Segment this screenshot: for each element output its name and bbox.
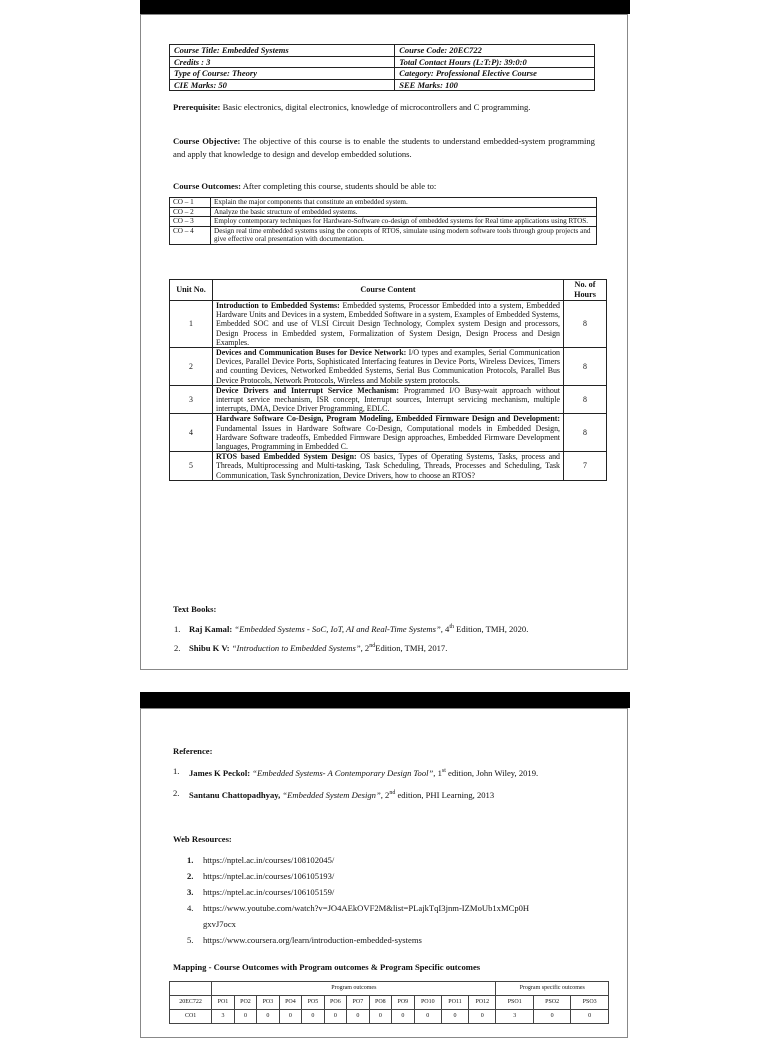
unit-hours: 8 (564, 301, 607, 348)
co-code: CO – 2 (170, 207, 211, 217)
web-resources-section (173, 833, 593, 948)
list-item: 3. https://nptel.ac.in/courses/106105159/ (173, 884, 593, 900)
page-separator-bar (140, 0, 630, 14)
objective-label: Course Objective: (173, 136, 241, 146)
unit-title: Introduction to Embedded Systems: (216, 301, 340, 310)
unit-hours: 8 (564, 414, 607, 452)
unit-hours: 7 (564, 452, 607, 481)
outcomes-heading-rest: After completing this course, students should be able to: (242, 181, 437, 191)
reference-title: “Embedded Systems- A Contemporary Design Tool” (252, 767, 434, 778)
list-item: 1. James K Peckol: “Embedded Systems- A Contemporary Design Tool”, 1st edition, John Wiley, 2019. (173, 766, 539, 778)
mapping-table (169, 981, 609, 1024)
program-specific-outcomes-group: Program specific outcomes (496, 982, 609, 996)
table-row (170, 385, 607, 414)
course-title: Course Title: Embedded Systems (170, 45, 395, 57)
unit-number: 1 (170, 301, 213, 348)
unit-description: Programmed I/O Busy-wait approach without interrupt service mechanism, ISR concept, Interrupt sources, Interrupt servicing mechanism, multiple interrupts, DMA, Device Driver Programming, EDLC. (216, 385, 560, 414)
textbooks-heading: Text Books: (173, 604, 217, 614)
hours-header: No. of Hours (564, 280, 607, 301)
book-author: Raj Kamal: (189, 623, 233, 634)
unit-content (213, 385, 564, 414)
co-text: Explain the major components that constitute an embedded system. (211, 198, 597, 208)
reference-heading: Reference: (173, 746, 213, 756)
course-credits: Credits : 3 (170, 56, 395, 68)
list-item: 1. https://nptel.ac.in/courses/108102045/ (173, 852, 593, 868)
reference-author: Santanu Chattopadhyay, (189, 789, 281, 800)
unit-description: Embedded systems, Processor Embedded into a system, Embedded Hardware Units and Devices in a system, Embedded Software in a system, Examples of Embedded Systems, Embedded SOC and use of VLSI Circuit Design Technology, Complex system Design and processors, Design Process in Embedded system, Formalization of System Design, Design Process and Design Examples. (216, 301, 560, 347)
prerequisite-paragraph (173, 101, 595, 114)
co-text: Analyze the basic structure of embedded systems. (211, 207, 597, 217)
table-row (170, 452, 607, 481)
co-text: Employ contemporary techniques for Hardware-Software co-design of embedded systems for Real time applications using RTOS. (211, 217, 597, 227)
table-row (170, 982, 609, 996)
reference-section (173, 745, 613, 803)
book-title: “Introduction to Embedded Systems” (231, 642, 361, 653)
co-text: Design real time embedded systems using the concepts of RTOS, simulate using modern software tools through group projects and give effective oral presentation with documentation. (211, 226, 597, 244)
course-header-table (169, 44, 595, 91)
unit-title: Device Drivers and Interrupt Service Mechanism: (216, 385, 399, 395)
unit-title: Devices and Communication Buses for Device Network: (216, 348, 407, 358)
resource-link[interactable]: https://nptel.ac.in/courses/108102045/ (203, 855, 335, 865)
syllabus-page-1 (140, 14, 628, 670)
table-header-row (170, 280, 607, 301)
book-author: Shibu K V: (189, 642, 230, 653)
table-row (170, 414, 607, 452)
program-outcomes-group: Program outcomes (212, 982, 496, 996)
course-content-header: Course Content (213, 280, 564, 301)
contact-hours: Total Contact Hours (L:T:P): 39:0:0 (395, 56, 595, 68)
list-item: 2. https://nptel.ac.in/courses/106105193/ (173, 868, 593, 884)
table-row: CO1 3 0 0 0 0 0 0 0 0 0 0 0 3 0 0 (170, 1010, 609, 1024)
see-marks: SEE Marks: 100 (395, 79, 595, 91)
unit-content (213, 348, 564, 386)
table-row (170, 226, 597, 244)
unit-number: 2 (170, 348, 213, 386)
resource-link[interactable]: https://nptel.ac.in/courses/106105193/ (203, 871, 335, 881)
unit-description: I/O types and examples, Serial Communication Devices, Parallel Device Ports, Sophisticated Interfacing features in Device Ports, Wireless Devices, Timers and counting Devices, Networked Embedded Systems, Serial Bus Communication Protocols, Parallel Bus Device Protocols, Network Protocols, Wireless and Mobile system protocols. (216, 348, 561, 385)
objective-text: The objective of this course is to enable the students to understand embedded-system programming and apply that knowledge to design and develop embedded solutions. (173, 136, 595, 159)
prerequisite-label: Prerequisite: (173, 102, 221, 112)
unit-number: 3 (170, 385, 213, 414)
course-type: Type of Course: Theory (170, 68, 395, 80)
list-item: 5. https://www.coursera.org/learn/introduction-embedded-systems (173, 932, 593, 948)
unit-number: 5 (170, 452, 213, 481)
unit-description: OS basics, Types of Operating Systems, Tasks, process and Threads, Multiprocessing and Multi-tasking, Task Scheduling, Threads, Processes and Scheduling, Task Communication, Task Synchronization, Device Drivers, how to choose an RTOS? (216, 452, 560, 480)
mapping-heading: Mapping - Course Outcomes with Program outcomes & Program Specific outcomes (173, 962, 481, 972)
co-code: CO – 1 (170, 198, 211, 208)
unit-title: RTOS based Embedded System Design: (216, 452, 357, 462)
reference-author: James K Peckol: (189, 767, 251, 778)
unit-content (213, 452, 564, 481)
table-row (170, 217, 597, 227)
unit-hours: 8 (564, 348, 607, 386)
unit-title: Hardware Software Co-Design, Program Modeling, Embedded Firmware Design and Development: (216, 414, 560, 424)
resource-link[interactable]: https://www.youtube.com/watch?v=JO4AEkOVF2M&list=PLajkTqI3jnm-IZMoUb1xMCp0HgxvJ7ocx (203, 903, 530, 929)
prerequisite-text: Basic electronics, digital electronics, knowledge of microcontrollers and C programming. (222, 102, 531, 112)
unit-no-header: Unit No. (170, 280, 213, 301)
book-title: “Embedded Systems - SoC, IoT, AI and Real-Time Systems” (234, 623, 441, 634)
table-row (170, 301, 607, 348)
unit-content (213, 301, 564, 348)
objective-paragraph (173, 135, 595, 161)
table-header-row: 20EC722 PO1 PO2 PO3 PO4 PO5 PO6 PO7 PO8 PO9 PO10 PO11 PO12 PSO1 PSO2 PSO3 (170, 996, 609, 1010)
resource-link[interactable]: https://www.coursera.org/learn/introduction-embedded-systems (203, 935, 422, 945)
course-category: Category: Professional Elective Course (395, 68, 595, 80)
co-code: CO – 4 (170, 226, 211, 244)
cie-marks: CIE Marks: 50 (170, 79, 395, 91)
unit-number: 4 (170, 414, 213, 452)
web-resources-heading: Web Resources: (173, 834, 232, 844)
unit-description: Fundamental Issues in Hardware Software Co-Design, Computational models in Embedded Design, Hardware Software tradeoffs, Embedded Firmware Design approaches, Embedded Firmware Development languages, Programming in Embedded C. (216, 423, 560, 452)
table-row (170, 348, 607, 386)
syllabus-page-2 (140, 708, 628, 1038)
course-code: Course Code: 20EC722 (395, 45, 595, 57)
list-item: 1. Raj Kamal: “Embedded Systems - SoC, IoT, AI and Real-Time Systems”, 4th Edition, TMH, 2020. (174, 623, 529, 634)
table-row (170, 198, 597, 208)
resource-link[interactable]: https://nptel.ac.in/courses/106105159/ (203, 887, 335, 897)
unit-content (213, 414, 564, 452)
textbooks-section (173, 603, 613, 655)
outcomes-heading-bold: Course Outcomes: (173, 181, 242, 191)
list-item: 2. Santanu Chattopadhyay, “Embedded System Design”, 2nd edition, PHI Learning, 2013 (173, 787, 495, 800)
list-item: 2. Shibu K V: “Introduction to Embedded Systems”, 2ndEdition, TMH, 2017. (174, 642, 448, 653)
page-separator-bar (140, 692, 630, 708)
co-code: CO – 3 (170, 217, 211, 227)
list-item: 4. https://www.youtube.com/watch?v=JO4AEkOVF2M&list=PLajkTqI3jnm-IZMoUb1xMCp0HgxvJ7ocx (173, 900, 593, 932)
table-row (170, 207, 597, 217)
course-content-table (169, 279, 607, 481)
course-outcomes-table (169, 197, 597, 245)
outcomes-heading (173, 180, 595, 193)
unit-hours: 8 (564, 385, 607, 414)
reference-title: “Embedded System Design” (282, 789, 381, 800)
